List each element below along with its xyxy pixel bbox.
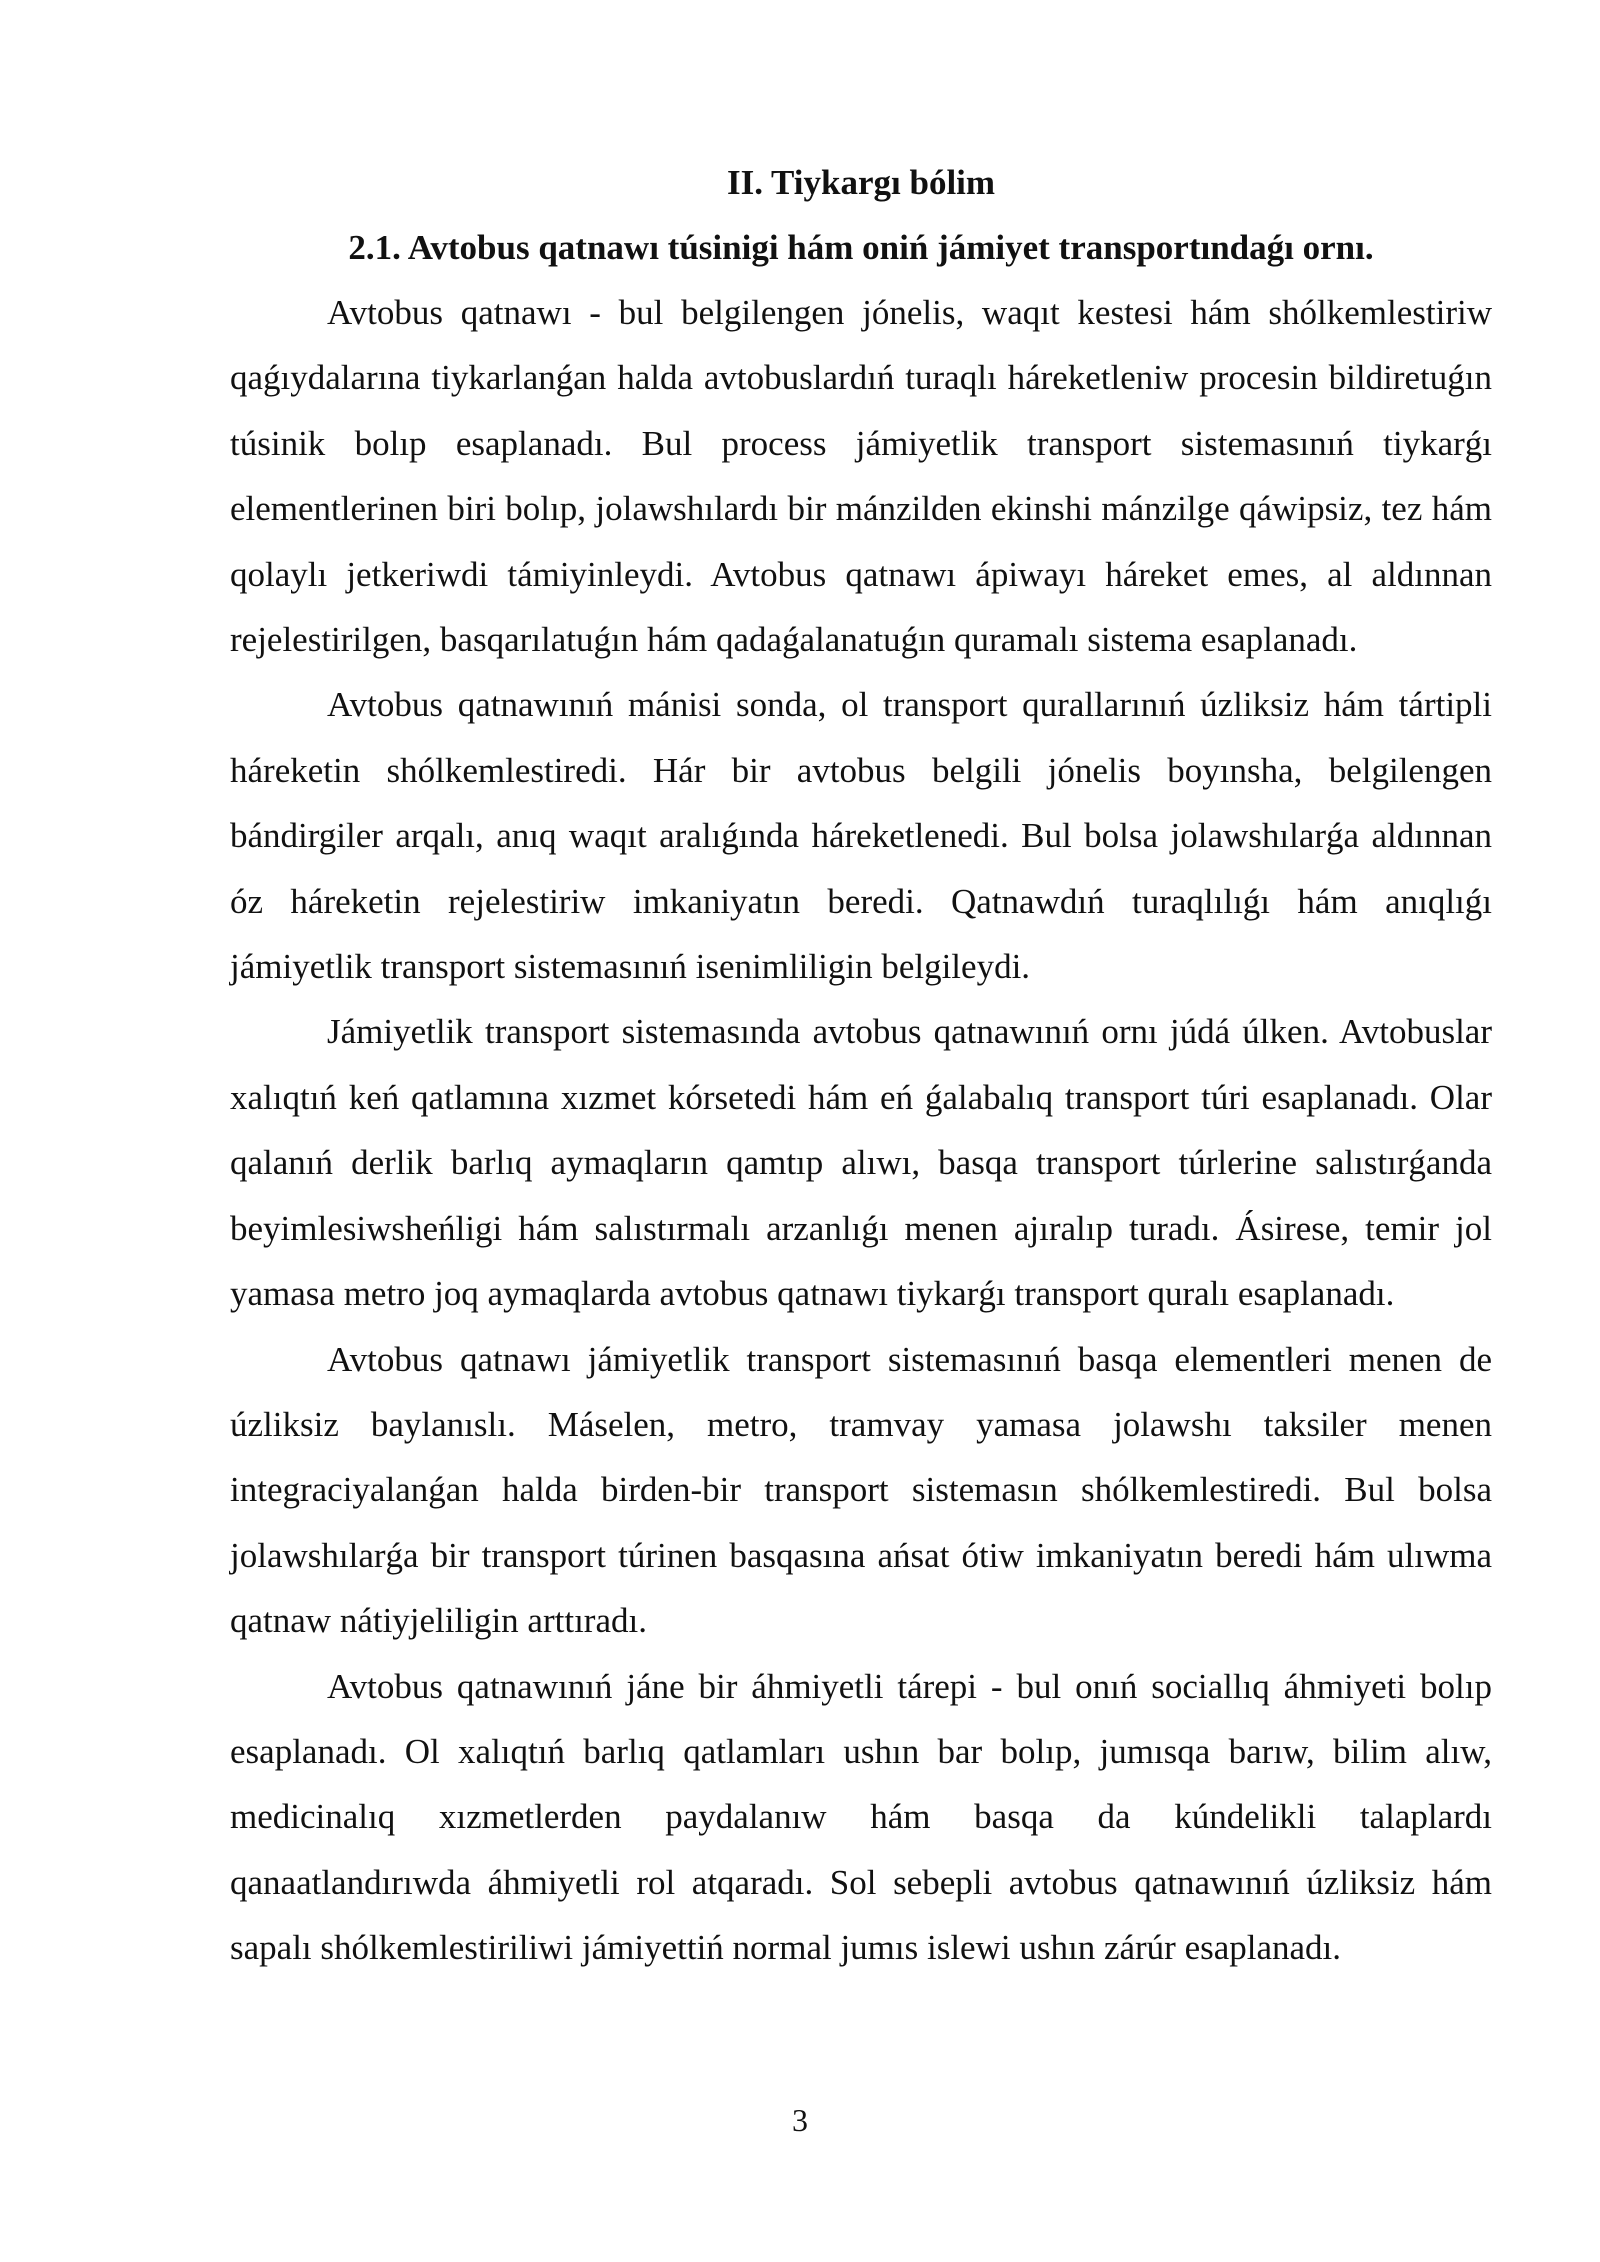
paragraph-5: Avtobus qatnawınıń jáne bir áhmiyetli tárepi - bul onıń sociallıq áhmiyeti bolıp esaplanadı. Ol xalıqtıń barlıq qatlamları ushın bar bolıp, jumısqa barıw, bilim alıw, medicinalıq xızmetlerden paydalanıw hám basqa da kúndelikli talaplardı qanaatlandırıwda áhmiyetli rol atqaradı. Sol sebepli avtobus qatnawınıń úzliksiz hám sapalı shólkemlestiriliwi jámiyettiń normal jumıs islewi ushın zárúr esaplanadı. [230, 1666, 1492, 1968]
paragraph-4: Avtobus qatnawı jámiyetlik transport sistemasınıń basqa elementleri menen de úzliksiz baylanıslı. Máselen, metro, tramvay yamasa jolawshı taksiler menen integraciyalanǵan halda birden-bir transport sistemasın shólkemlestiredi. Bul bolsa jolawshılarǵa bir transport túrinen basqasına ańsat ótiw imkaniyatın beredi hám ulıwma qatnaw nátiyjeliligin arttıradı. [230, 1339, 1492, 1641]
section-title: II. Tiykargı bólim [726, 163, 996, 202]
page-number: 3 [792, 2102, 808, 2138]
subsection-title: 2.1. Avtobus qatnawı túsinigi hám oniń jámiyet transportındaǵı ornı. [348, 228, 1374, 267]
page-content [230, 150, 1492, 1981]
paragraph-3: Jámiyetlik transport sistemasında avtobus qatnawınıń ornı júdá úlken. Avtobuslar xalıqtıń keń qatlamına xızmet kórsetedi hám eń ǵalabalıq transport túri esaplanadı. Olar qalanıń derlik barlıq aymaqların qamtıp alıwı, basqa transport túrlerine salıstırǵanda beyimlesiwsheńligi hám salıstırmalı arzanlıǵı menen ajıralıp turadı. Ásirese, temir jol yamasa metro joq aymaqlarda avtobus qatnawı tiykarǵı transport quralı esaplanadı. [230, 1012, 1492, 1314]
paragraph-1: Avtobus qatnawı - bul belgilengen jónelis, waqıt kestesi hám shólkemlestiriw qaǵıydalarına tiykarlanǵan halda avtobuslardıń turaqlı háreketleniw procesin bildiretuǵın túsinik bolıp esaplanadı. Bul process jámiyetlik transport sistemasınıń tiykarǵı elementlerinen biri bolıp, jolawshılardı bir mánzilden ekinshi mánzilge qáwipsiz, tez hám qolaylı jetkeriwdi támiyinleydi. Avtobus qatnawı ápiwayı háreket emes, al aldınnan rejelestirilgen, basqarılatuǵın hám qadaǵalanatuǵın quramalı sistema esaplanadı. [230, 293, 1492, 660]
paragraph-2: Avtobus qatnawınıń mánisi sonda, ol transport qurallarınıń úzliksiz hám tártipli háreketin shólkemlestiredi. Hár bir avtobus belgili jónelis boyınsha, belgilengen bándirgiler arqalı, anıq waqıt aralıǵında háreketlenedi. Bul bolsa jolawshılarǵa aldınnan óz háreketin rejelestiriw imkaniyatın beredi. Qatnawdıń turaqlılıǵı hám anıqlıǵı jámiyetlik transport sistemasınıń isenimliligin belgileydi. [230, 685, 1492, 987]
